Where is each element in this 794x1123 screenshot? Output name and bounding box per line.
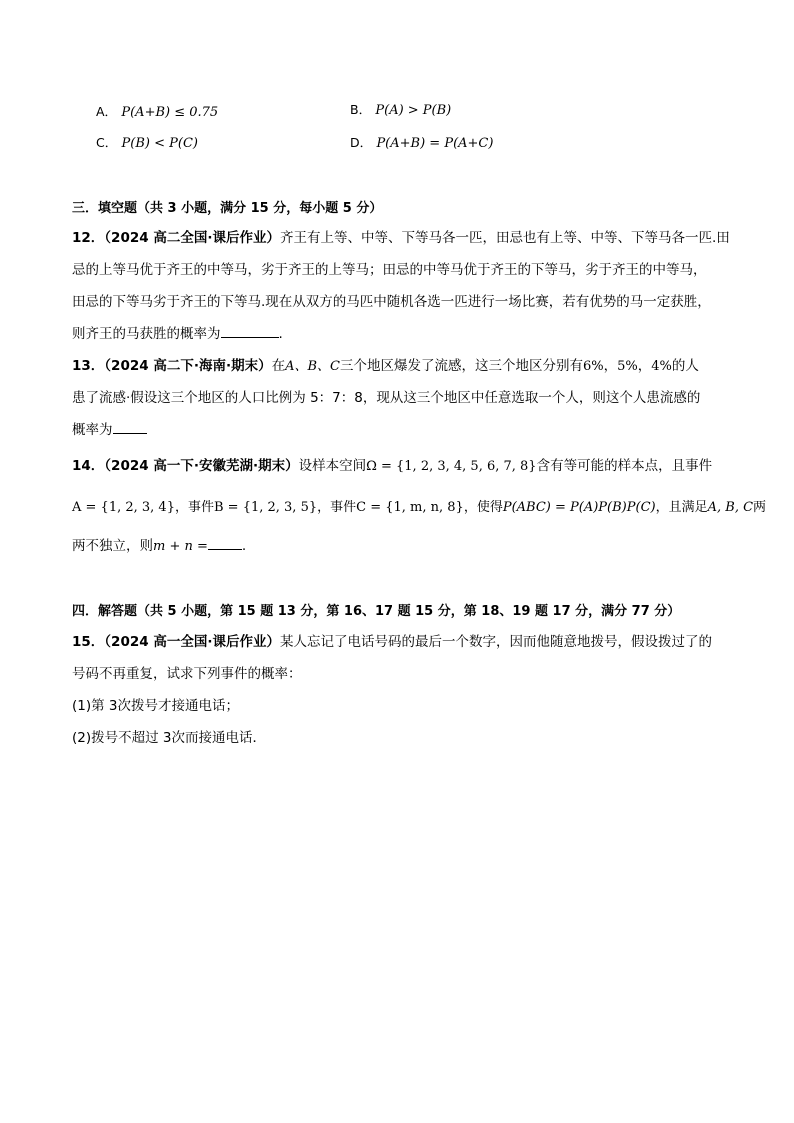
option-d-expr: P(A+B) = P(A+C) [376, 136, 494, 151]
question-14-set-b: B = {1, 2, 3, 5} [213, 500, 318, 515]
section-3-heading: 三．填空题（共 3 小题，满分 15 分，每小题 5 分） [72, 201, 383, 216]
question-12-period: . [278, 326, 283, 342]
question-15-text-1: 某人忘记了电话号码的最后一个数字，因而他随意地拨号，假设拨过了的 [279, 634, 712, 650]
question-14-text-3a: 两不独立，则 [72, 538, 153, 554]
question-14-text-1a: 设样本空间 [298, 458, 367, 474]
question-13-regions: A、B、C [285, 359, 340, 374]
question-14-text-t3: ，使得 [463, 500, 503, 515]
option-a-expr: P(A+B) ≤ 0.75 [121, 105, 219, 120]
question-12-line-1 [72, 228, 730, 248]
question-12-text-4: 则齐王的马获胜的概率为 [72, 326, 221, 342]
question-14-m-plus-n: m + n = [153, 539, 208, 554]
question-13-source: （2024 高二下·海南·期末） [104, 358, 272, 374]
question-14-text-t1: ，事件 [174, 500, 214, 515]
option-a[interactable] [96, 102, 218, 120]
question-13-line-2: 患了流感·假设这三个地区的人口比例为 5：7：8，现从这三个地区中任意选取一个人，则这个人患流感的 [72, 390, 701, 406]
question-13-pct-3: 4% [651, 359, 672, 374]
question-12-source: （2024 高二全国·课后作业） [104, 230, 280, 246]
question-13-number: 13． [72, 358, 105, 374]
question-14-probability: P(ABC) = P(A)P(B)P(C) [502, 500, 656, 515]
question-14-source: （2024 高一下·安徽芜湖·期末） [104, 458, 299, 474]
question-15-line-1 [72, 632, 712, 652]
question-13-pct-2: 5% [617, 359, 638, 374]
question-14-line-3 [72, 536, 246, 557]
question-13-text-1a: 在 [271, 358, 286, 374]
option-d-letter: D． [350, 135, 373, 150]
question-12-number: 12． [72, 230, 105, 246]
question-14-number: 14． [72, 458, 105, 474]
question-13-sep-2: ， [637, 358, 652, 374]
option-b-letter: B． [350, 102, 372, 117]
question-14-line-2 [72, 498, 766, 518]
question-14-text-t2: ，事件 [317, 500, 357, 515]
question-14-omega: Ω = {1, 2, 3, 4, 5, 6, 7, 8} [366, 459, 537, 474]
option-d[interactable] [350, 133, 493, 151]
option-c[interactable] [96, 133, 198, 151]
question-12-line-3: 田忌的下等马劣于齐王的下等马.现在从双方的马匹中随机各选一匹进行一场比赛，若有优势的马一定获胜， [72, 294, 711, 310]
question-14-text-t5: 两 [753, 500, 767, 515]
answer-blank-13[interactable] [113, 420, 147, 434]
section-4-heading: 四．解答题（共 5 小题，第 15 题 13 分，第 16、17 题 15 分，第 18、19 题 17 分，满分 77 分） [72, 604, 681, 619]
question-13-line-3 [72, 420, 147, 440]
question-15-source: （2024 高一全国·课后作业） [104, 634, 280, 650]
question-12-line-2: 忌的上等马优于齐王的中等马，劣于齐王的上等马；田忌的中等马优于齐王的下等马，劣于齐王的中等马， [72, 262, 707, 278]
question-12-text-1: 齐王有上等、中等、下等马各一匹，田忌也有上等、中等、下等马各一匹.田 [279, 230, 730, 246]
question-15-subquestion-2: (2)拨号不超过 3次而接通电话． [72, 730, 267, 746]
option-a-letter: A． [96, 104, 118, 119]
option-b[interactable] [350, 100, 451, 118]
option-b-expr: P(A) > P(B) [375, 103, 452, 118]
question-14-text-3b: . [241, 538, 247, 554]
question-13-pct-1: 6% [582, 359, 604, 374]
question-13-text-3: 概率为 [72, 422, 113, 438]
question-13-line-1 [72, 356, 699, 377]
option-c-expr: P(B) < P(C) [121, 136, 198, 151]
question-14-set-c: C = {1, m, n, 8} [356, 500, 464, 515]
question-14-text-t4: ，且满足 [655, 500, 708, 515]
option-c-letter: C． [96, 135, 118, 150]
question-14-set-a: A = {1, 2, 3, 4} [72, 500, 175, 515]
question-14-text-1b: 含有等可能的样本点，且事件 [536, 458, 713, 474]
question-14-events: A, B, C [707, 500, 754, 515]
question-15-subquestion-1: (1)第 3次拨号才接通电话； [72, 698, 240, 714]
question-14-line-1 [72, 456, 712, 477]
answer-blank-12[interactable] [221, 324, 279, 338]
question-13-text-1c: 三个地区爆发了流感，这三个地区分别有 [339, 358, 583, 374]
answer-blank-14[interactable] [208, 536, 242, 550]
question-12-line-4 [72, 324, 283, 344]
question-13-text-1d: 的人 [671, 358, 699, 374]
question-15-number: 15． [72, 634, 105, 650]
question-15-line-2: 号码不再重复，试求下列事件的概率： [72, 666, 302, 682]
question-13-sep-1: ， [603, 358, 618, 374]
